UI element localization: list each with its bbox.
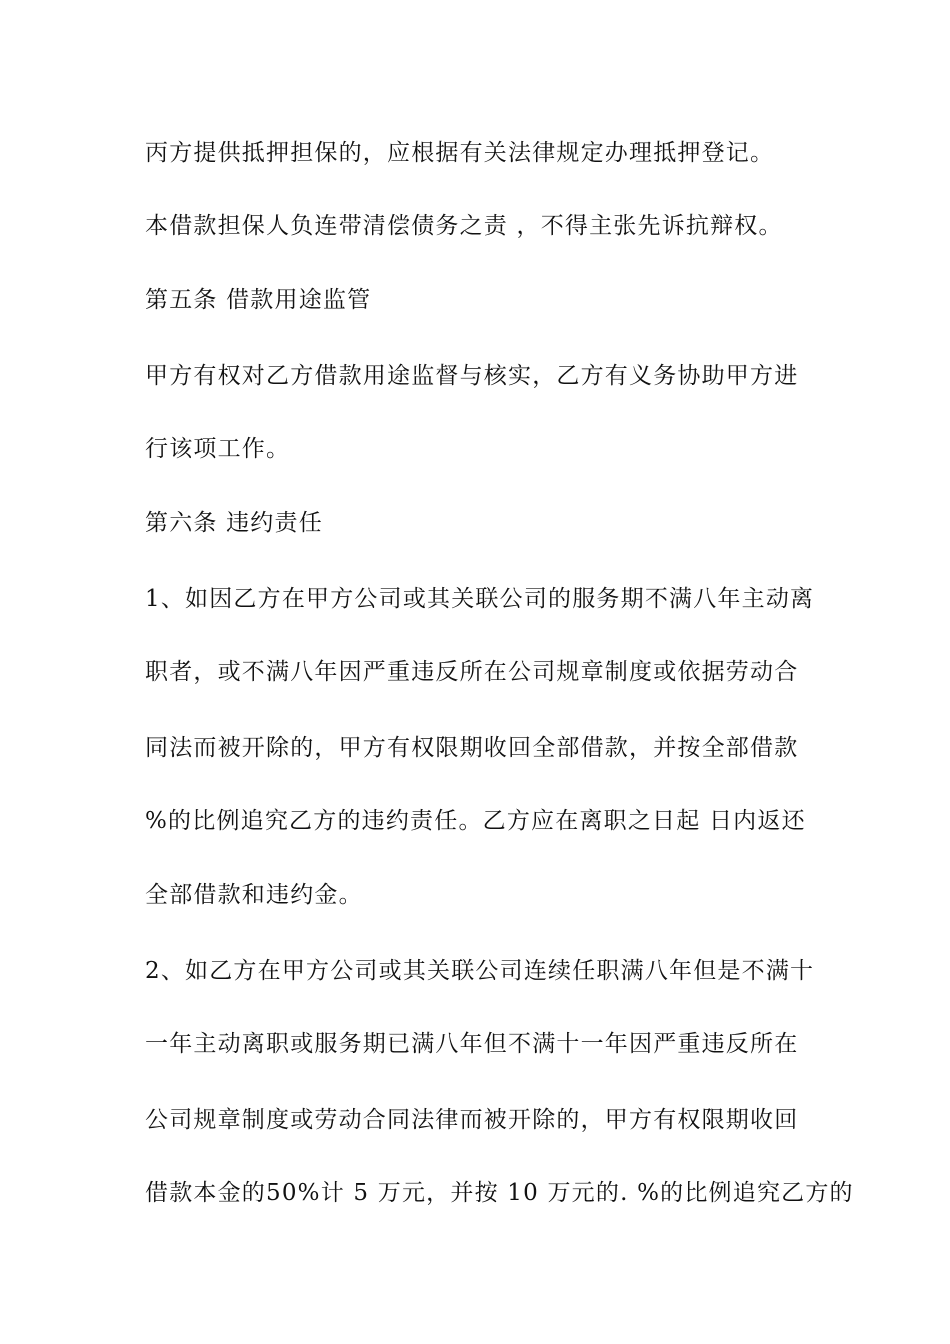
section-heading: 第五条 借款用途监管 <box>145 287 372 313</box>
text-line: 公司规章制度或劳动合同法律而被开除的，甲方有权限期收回 <box>145 1107 799 1133</box>
text-line: 职者，或不满八年因严重违反所在公司规章制度或依据劳动合 <box>145 659 799 685</box>
text-line: 2、如乙方在甲方公司或其关联公司连续任职满八年但是不满十 <box>145 958 815 984</box>
text-line: 1、如因乙方在甲方公司或其关联公司的服务期不满八年主动离 <box>145 586 815 612</box>
text-line: 同法而被开除的，甲方有权限期收回全部借款，并按全部借款 <box>145 735 799 761</box>
text-line: 全部借款和违约金。 <box>145 882 363 908</box>
text-line: %的比例追究乙方的违约责任。乙方应在离职之日起 日内返还 <box>145 808 806 834</box>
text-line: 甲方有权对乙方借款用途监督与核实，乙方有义务协助甲方进 <box>145 363 799 389</box>
text-line: 借款本金的50%计 5 万元，并按 10 万元的. %的比例追究乙方的 <box>145 1180 854 1206</box>
section-heading: 第六条 违约责任 <box>145 510 323 536</box>
text-line: 行该项工作。 <box>145 436 291 462</box>
text-line: 一年主动离职或服务期已满八年但不满十一年因严重违反所在 <box>145 1031 799 1057</box>
text-line: 本借款担保人负连带清偿债务之责 ，不得主张先诉抗辩权。 <box>145 213 783 239</box>
text-line: 丙方提供抵押担保的，应根据有关法律规定办理抵押登记。 <box>145 140 775 166</box>
